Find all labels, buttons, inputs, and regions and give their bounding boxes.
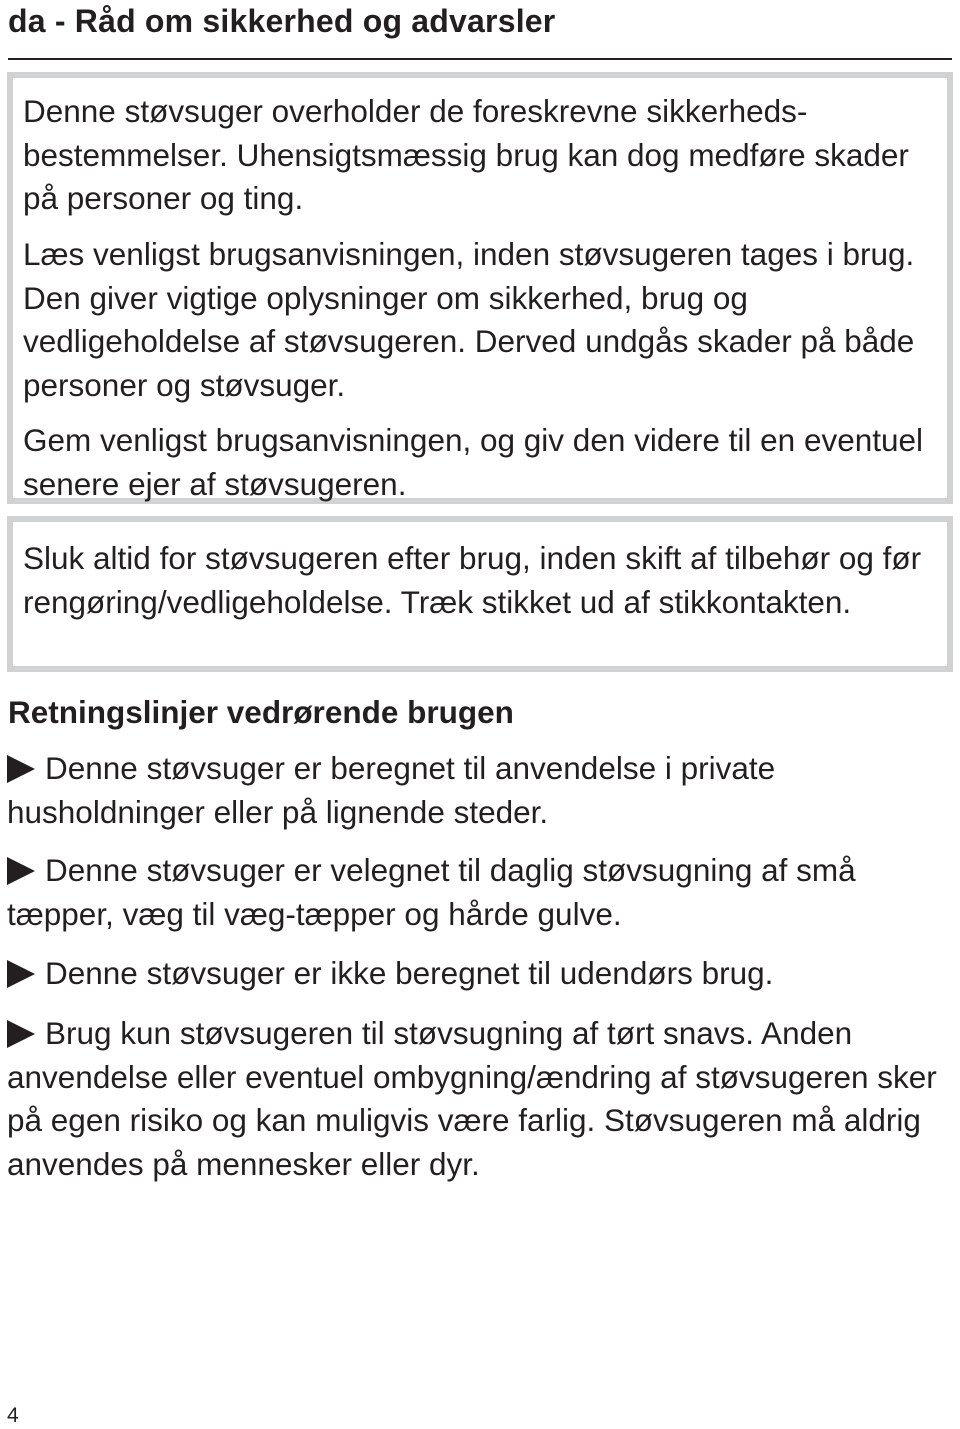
triangle-right-icon [7,1020,35,1048]
triangle-right-icon [7,857,35,885]
page-title: da - Råd om sikkerhed og advarsler [8,3,556,39]
triangle-right-icon [7,755,35,783]
section-heading: Retningslinjer vedrørende brugen [8,694,514,730]
page-number: 4 [7,1404,19,1427]
triangle-right-icon [7,960,35,988]
intro-paragraph-keep-manual: Gem venligst brugsanvisningen, og giv den videre til en eventuel senere ejer af støvsugeren. [23,422,924,502]
intro-box [7,72,953,504]
guideline-item [7,849,952,936]
warning-box [7,516,953,672]
warning-text: Sluk altid for støvsugeren efter brug, inden skift af tilbehør og før rengøring/vedligeholdelse. Træk stikket ud af stikkontakten. [23,540,922,620]
guideline-item [7,952,952,996]
guideline-text: Denne støvsuger er beregnet til anvendelse i private husholdninger eller på lignende steder. [7,750,776,830]
intro-paragraph-read-manual: Læs venligst brugsanvisningen, inden støvsugeren tages i brug. Den giver vigtige oplysninger om sikkerhed, brug og vedligeholdelse af støvsugeren. Derved undgås skader på både personer og støvsuger. [23,236,915,403]
guideline-item [7,1012,952,1186]
guideline-text: Brug kun støvsugeren til støvsugning af tørt snavs. Anden anvendelse eller eventuel ombygning/ændring af støvsugeren sker på egen risiko og kan muligvis være farlig. Støvsugeren må aldrig anvendes på mennesker eller dyr. [7,1015,937,1182]
page-header [8,0,952,60]
guideline-text: Denne støvsuger er ikke beregnet til udendørs brug. [45,955,774,991]
guideline-item [7,747,952,834]
intro-paragraph-compliance: Denne støvsuger overholder de foreskrevne sikkerhedsbestemmelser. Uhensigtsmæssig brug kan dog medføre skader på personer og ting. [23,93,909,216]
guideline-text: Denne støvsuger er velegnet til daglig støvsugning af små tæpper, væg til væg-tæpper og hårde gulve. [7,852,856,932]
